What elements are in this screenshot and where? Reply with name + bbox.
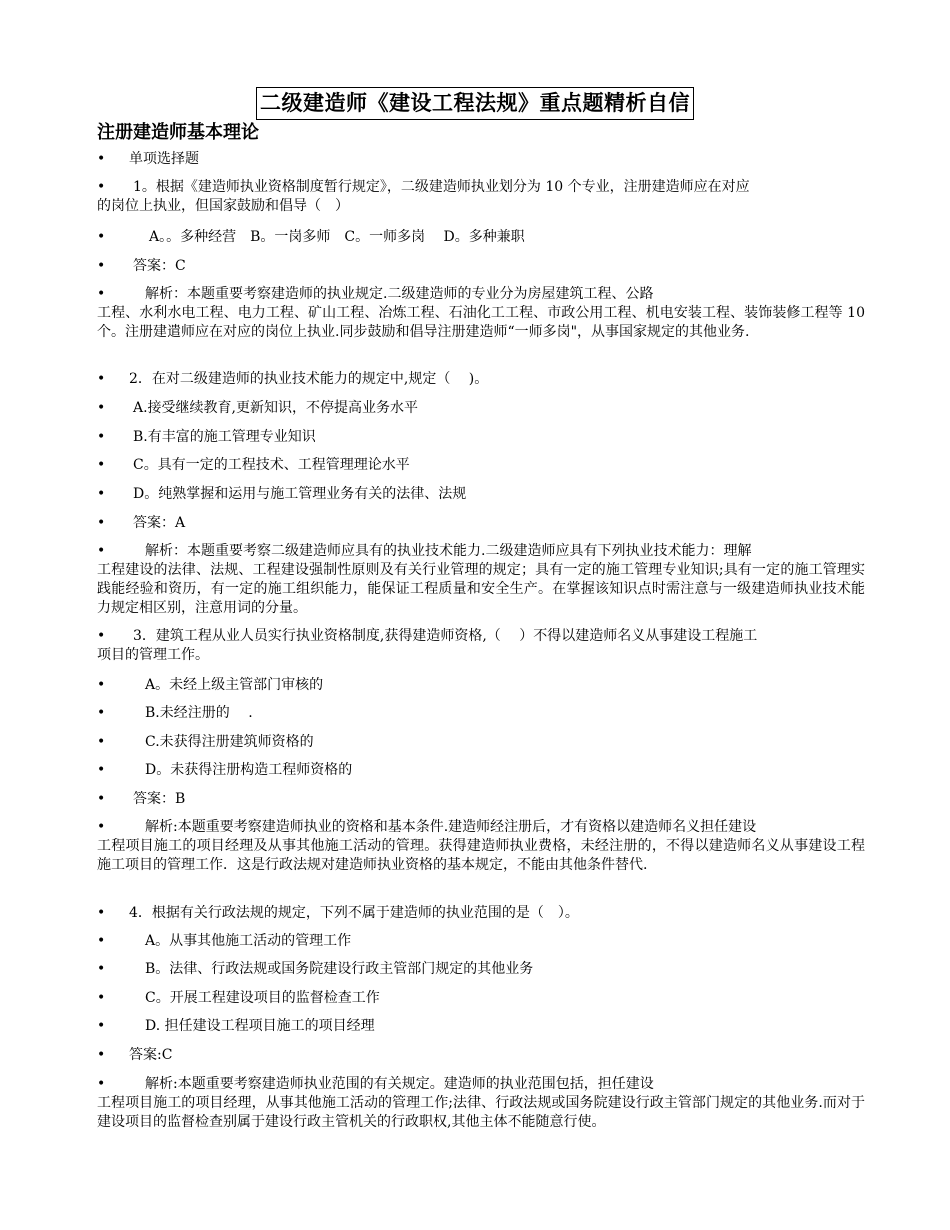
list-item: [97, 370, 865, 389]
bullet-icon: •: [97, 961, 106, 977]
list-item: [97, 1017, 865, 1036]
item-text: 解析:本题重要考察建造师执业的资格和基本条件.建造师经注册后，才有资格以建造师名义担任建设: [145, 819, 757, 835]
list-item: [97, 1075, 865, 1132]
item-text: A。从事其他施工活动的管理工作: [145, 933, 352, 949]
bullet-icon: •: [97, 286, 106, 302]
bullet-icon: •: [97, 515, 106, 531]
item-continuation: 项目的管理工作。: [97, 647, 209, 663]
item-text: 解析:本题重要考察建造师执业范围的有关规定。建造师的执业范围包括，担任建设: [145, 1076, 654, 1092]
item-text: 单项选择题: [129, 151, 199, 167]
list-item: [97, 676, 865, 695]
item-text: B。法律、行政法规或国务院建设行政主管部门规定的其他业务: [145, 961, 534, 977]
list-item: [97, 257, 865, 276]
bullet-icon: •: [97, 819, 106, 835]
item-text: 答案：B: [133, 791, 186, 807]
item-text: B.未经注册的 .: [145, 705, 253, 721]
list-item: [97, 790, 865, 809]
list-item: [97, 904, 865, 923]
list-item: [97, 960, 865, 979]
list-item: [97, 733, 865, 752]
section-heading: 注册建造师基本理论: [97, 122, 259, 143]
bullet-icon: •: [97, 1076, 106, 1092]
list-item: [97, 485, 865, 504]
bullet-icon: •: [97, 151, 106, 167]
bullet-icon: •: [97, 457, 106, 473]
bullet-icon: •: [97, 486, 106, 502]
item-continuation: 工程建设的法律、法规、工程建设强制性原则及有关行业管理的规定；具有一定的施工管理专业知识;具有一定的施工管理实践能经验和资历，有一定的施工组织能力，能保证工程质量和安全生产。在掌握该知识点时需注意与一级建造师执业技术能力规定相区别，注意用词的分量。: [97, 562, 865, 616]
item-text: D. 担任建设工程项目施工的项目经理: [145, 1018, 375, 1034]
bullet-icon: •: [97, 990, 106, 1006]
title-container: [0, 87, 950, 120]
list-item: [97, 1046, 865, 1065]
item-text: A。未经上级主管部门审核的: [145, 677, 324, 693]
bullet-icon: •: [97, 905, 106, 921]
list-item: [97, 428, 865, 447]
item-text: 解析：本题重要考察建造师的执业规定.二级建造师的专业分为房屋建筑工程、公路: [145, 286, 654, 302]
bullet-icon: •: [97, 229, 106, 245]
bullet-icon: •: [97, 1047, 106, 1063]
item-text: 答案：C: [133, 258, 186, 274]
document-title: 二级建造师《建设工程法规》重点题精析自信: [256, 87, 694, 120]
list-item: [97, 818, 865, 875]
item-continuation: 的岗位上执业，但国家鼓励和倡导（ ）: [97, 198, 349, 214]
bullet-icon: •: [97, 400, 106, 416]
list-item: [97, 704, 865, 723]
bullet-icon: •: [97, 543, 106, 559]
bullet-icon: •: [97, 705, 106, 721]
item-text: A。。多种经营 B。一岗多师 C。一师多岗 D。多种兼职: [149, 229, 525, 245]
item-text: 4．根据有关行政法规的规定，下列不属于建造师的执业范围的是（ ）。: [129, 905, 579, 921]
bullet-icon: •: [97, 179, 106, 195]
list-item: [97, 150, 865, 169]
list-item: [97, 514, 865, 533]
item-text: 解析：本题重要考察二级建造师应具有的执业技术能力.二级建造师应具有下列执业技术能力：理解: [145, 543, 752, 559]
list-item: [97, 285, 865, 342]
item-text: 3．建筑工程从业人员实行执业资格制度,获得建造师资格,（ ）不得以建造师名义从事建设工程施工: [133, 628, 758, 644]
item-text: D。纯熟掌握和运用与施工管理业务有关的法律、法规: [133, 486, 467, 502]
bullet-icon: •: [97, 933, 106, 949]
bullet-icon: •: [97, 258, 106, 274]
list-item: [97, 456, 865, 475]
item-text: 答案:C: [129, 1047, 173, 1063]
bullet-icon: •: [97, 762, 106, 778]
bullet-icon: •: [97, 677, 106, 693]
bullet-icon: •: [97, 734, 106, 750]
list-item: [97, 399, 865, 418]
item-text: 答案：A: [133, 515, 186, 531]
item-continuation: 工程、水利水电工程、电力工程、矿山工程、冶炼工程、石油化工工程、市政公用工程、机电安装工程、装饰装修工程等 10 个。注册建遣师应在对应的岗位上执业.同步鼓励和倡导注册建造师“一师多岗"，从事国家规定的其他业务.: [97, 305, 865, 340]
list-item: [97, 932, 865, 951]
item-continuation: 工程项目施工的项目经理，从事其他施工活动的管理工作;法律、行政法规或国务院建设行政主管部门规定的其他业务.而对于建设项目的监督检查别属于建设行政主管机关的行政职权,其他主体不能随意行使。: [97, 1095, 865, 1130]
item-continuation: 工程项目施工的项目经理及从事其他施工活动的管理。获得建造师执业费格，未经注册的，不得以建造师名义从事建设工程施工项目的管理工作．这是行政法规对建造师执业资格的基本规定，不能由其他条件替代.: [97, 838, 865, 873]
item-text: C.未获得注册建筑师资格的: [145, 734, 314, 750]
list-item: [97, 178, 865, 216]
bullet-icon: •: [97, 429, 106, 445]
list-item: [97, 989, 865, 1008]
list-item: [97, 627, 865, 665]
list-item: [97, 542, 865, 618]
bullet-icon: •: [97, 791, 106, 807]
item-text: C。具有一定的工程技术、工程管理理论水平: [133, 457, 410, 473]
list-item: [97, 228, 865, 247]
list-item: [97, 761, 865, 780]
item-text: D。未获得注册构造工程师资格的: [145, 762, 353, 778]
item-text: B.有丰富的施工管理专业知识: [133, 429, 316, 445]
bullet-icon: •: [97, 371, 106, 387]
item-text: A.接受继续教育,更新知识，不停提高业务水平: [133, 400, 419, 416]
item-text: 1。根据《建造师执业资格制度暂行规定》，二级建造师执业划分为 10 个专业，注册建造师应在对应: [133, 179, 750, 195]
bullet-icon: •: [97, 628, 106, 644]
item-text: 2．在对二级建造师的执业技术能力的规定中,规定（ )。: [129, 371, 489, 387]
bullet-icon: •: [97, 1018, 106, 1034]
item-text: C。开展工程建设项目的监督检查工作: [145, 990, 380, 1006]
